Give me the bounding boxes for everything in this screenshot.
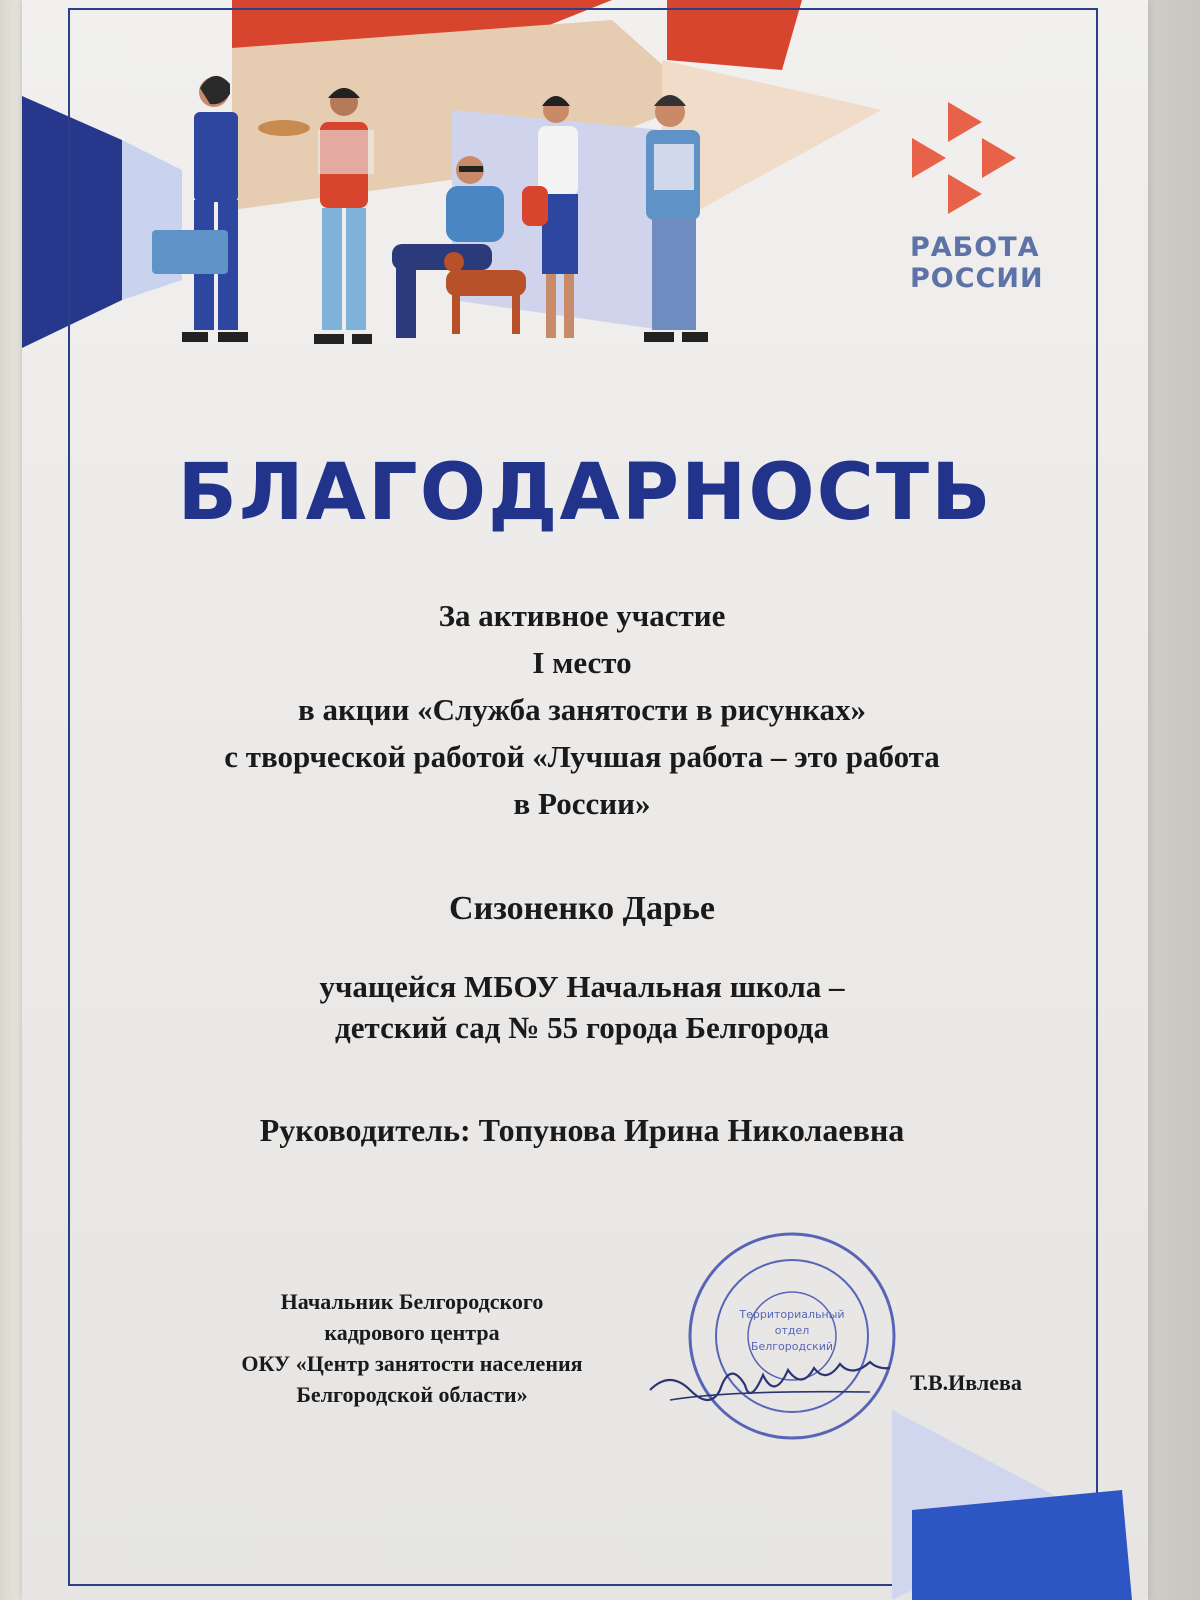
stamp-text-2: отдел [774, 1324, 810, 1337]
award-line-2: I место [532, 645, 632, 680]
recipient-school [82, 966, 1082, 1048]
stamp-text-3: Белгородский [750, 1340, 834, 1353]
award-line-1: За активное участие [438, 598, 726, 633]
recipient-name: Сизоненко Дарье [449, 890, 715, 927]
corner-decoration [882, 1380, 1148, 1600]
award-line-3: в акции «Служба занятости в рисунках» [297, 692, 867, 727]
signatory-line-1: Начальник Белгородского [280, 1289, 544, 1314]
supervisor-line: Руководитель: Топунова Ирина Николаевна [259, 1112, 905, 1148]
signatory-line-2: кадрового центра [324, 1320, 500, 1345]
logo-line-1: РАБОТА [910, 232, 1040, 263]
stamp-text-1: Территориальный [739, 1308, 845, 1321]
award-text [82, 592, 1082, 827]
school-line-2: детский сад № 55 города Белгорода [335, 1010, 829, 1045]
signatory-position [182, 1286, 642, 1410]
award-line-5: в России» [513, 786, 651, 821]
certificate-title: БЛАГОДАРНОСТЬ [177, 448, 993, 538]
signatory-line-4: Белгородской области» [296, 1382, 528, 1407]
handwritten-signature [640, 1350, 890, 1420]
award-line-4: с творческой работой «Лучшая работа – это работа [224, 739, 940, 774]
school-line-1: учащейся МБОУ Начальная школа – [319, 969, 845, 1004]
signer-name: Т.В.Ивлева [910, 1370, 1022, 1395]
logo-line-2: РОССИИ [910, 263, 1044, 294]
signatory-line-3: ОКУ «Центр занятости населения [241, 1351, 583, 1376]
certificate-sheet [22, 0, 1148, 1600]
